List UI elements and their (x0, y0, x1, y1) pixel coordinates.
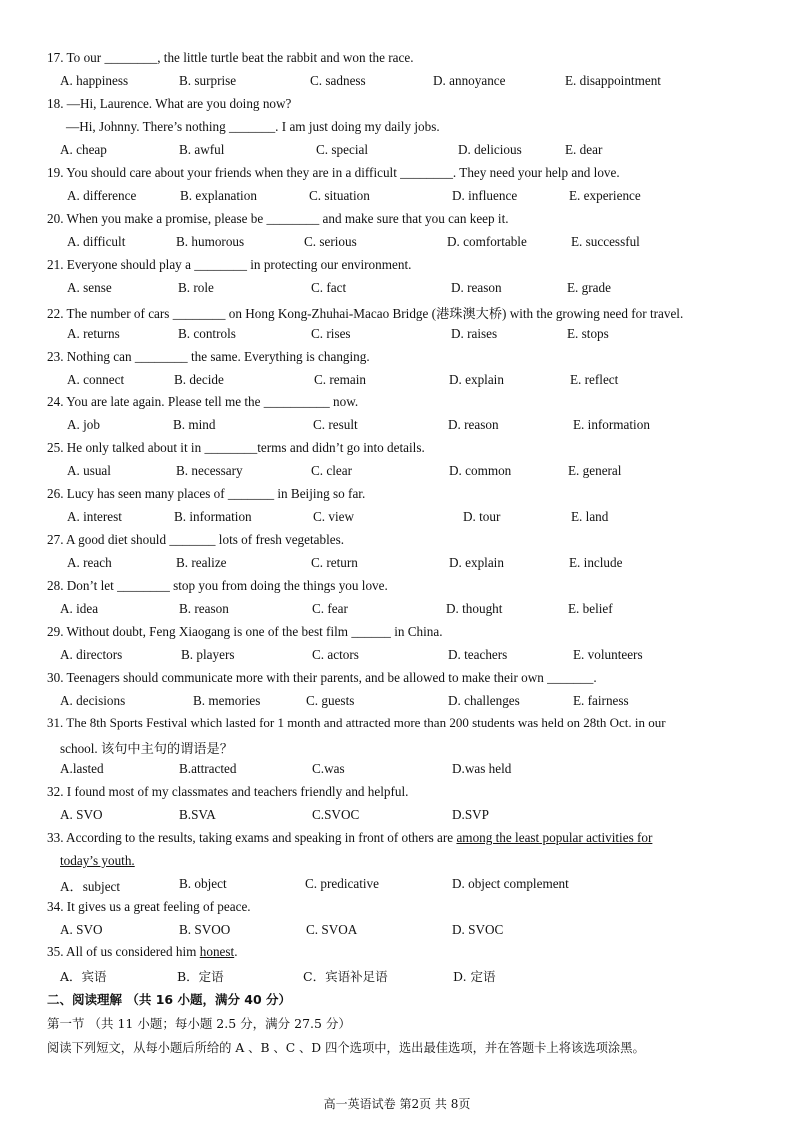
option-d: D. challenges (448, 693, 520, 708)
option-a: A. difference (67, 188, 137, 203)
option-c: C. sadness (310, 73, 366, 88)
option-d: D. raises (451, 326, 498, 341)
question-stem: 32. I found most of my classmates and teachers friendly and helpful. (47, 784, 409, 799)
option-e: E. belief (568, 601, 613, 616)
section-instruction: 阅读下列短文，从每小题后所给的 A 、B 、C 、D 四个选项中，选出最佳选项，并在答题卡上将该选项涂黑。 (47, 1041, 645, 1055)
option-b: B. mind (173, 417, 216, 432)
question-31-cont: school. 该句中主句的谓语是？ (60, 741, 233, 756)
option-d: D. explain (449, 555, 504, 570)
question-stem: 21. Everyone should play a ________ in protecting our environment. (47, 257, 412, 272)
option-d: D. common (449, 463, 512, 478)
option-a: A. directors (60, 647, 123, 662)
option-b: B. role (178, 280, 214, 295)
option-e: E. stops (567, 326, 609, 341)
option-d: D. reason (451, 280, 502, 295)
option-a: A. reach (67, 555, 112, 570)
option-d: D. tour (463, 509, 501, 524)
question-18 (47, 96, 291, 112)
option-e: E. experience (569, 188, 641, 203)
option-a: A. connect (67, 372, 125, 387)
option-b: B. surprise (179, 73, 237, 88)
option-e: E. disappointment (565, 73, 661, 88)
question-28 (47, 578, 388, 594)
question-stem: 25. He only talked about it in ________terms and didn’t go into details. (47, 440, 425, 455)
question-31 (47, 715, 666, 731)
options-23 (67, 372, 767, 390)
option-d: D. object complement (452, 876, 569, 891)
option-c: C. actors (312, 647, 359, 662)
question-18-reply: —Hi, Johnny. There’s nothing _______. I am just doing my daily jobs. (66, 119, 440, 134)
question-26 (47, 486, 365, 502)
options-20 (67, 234, 767, 252)
question-20 (47, 211, 509, 227)
option-d: D. reason (448, 417, 499, 432)
question-stem: 19. You should care about your friends when they are in a difficult ________. They need your help and love. (47, 165, 620, 180)
question-17 (47, 50, 414, 66)
question-stem: 17. To our ________, the little turtle beat the rabbit and won the race. (47, 50, 414, 65)
option-b: B.SVA (179, 807, 216, 822)
option-a: A. idea (60, 601, 99, 616)
options-28 (60, 601, 760, 619)
option-c: C. rises (311, 326, 351, 341)
question-stem: 18. —Hi, Laurence. What are you doing now? (47, 96, 292, 111)
option-c: C. clear (311, 463, 353, 478)
options-17 (60, 73, 760, 91)
question-33 (47, 830, 652, 846)
page-footer: 高一英语试卷 第2页 共 8页 (323, 1097, 471, 1111)
option-a: A. returns (67, 326, 120, 341)
option-c: C. fact (311, 280, 347, 295)
option-e: E. information (573, 417, 650, 432)
options-35 (60, 967, 760, 985)
options-21 (67, 280, 767, 298)
question-33-cont: today’s youth. (60, 853, 135, 868)
question-22 (47, 303, 683, 322)
option-b: B. information (174, 509, 252, 524)
options-32 (60, 807, 760, 825)
option-b: B. necessary (176, 463, 243, 478)
option-b: B. reason (179, 601, 229, 616)
option-c: C. situation (309, 188, 370, 203)
option-b: B. object (179, 876, 227, 891)
option-c: C. SVOA (306, 922, 358, 937)
option-c: C. predicative (305, 876, 379, 891)
question-stem: 29. Without doubt, Feng Xiaogang is one of the best film ______ in China. (47, 624, 443, 639)
question-32 (47, 784, 408, 800)
stem-period: . (234, 944, 238, 959)
option-a: A. difficult (67, 234, 126, 249)
options-27 (67, 555, 767, 573)
question-stem: 23. Nothing can ________ the same. Everything is changing. (47, 349, 370, 364)
option-d: D. annoyance (433, 73, 506, 88)
option-a: A. job (67, 417, 100, 432)
question-23 (47, 349, 370, 365)
options-33 (60, 876, 760, 894)
option-e: E. dear (565, 142, 603, 157)
option-d: D.SVP (452, 807, 490, 822)
option-d: D. SVOC (452, 922, 504, 937)
options-22 (67, 326, 767, 344)
option-c: C. return (311, 555, 358, 570)
question-21 (47, 257, 411, 273)
question-29 (47, 624, 443, 640)
option-b: B. memories (193, 693, 261, 708)
option-e: E. grade (567, 280, 611, 295)
question-34 (47, 899, 251, 915)
option-a: A. happiness (60, 73, 129, 88)
option-d: D. comfortable (447, 234, 527, 249)
option-a: A. interest (67, 509, 122, 524)
option-a: A. usual (67, 463, 111, 478)
options-29 (60, 647, 760, 665)
option-c: C.was (312, 761, 345, 776)
option-b: B. decide (174, 372, 224, 387)
option-a: A. SVO (60, 807, 103, 822)
option-d: D. delicious (458, 142, 522, 157)
option-a: A．subject (60, 879, 121, 894)
option-c: C.SVOC (312, 807, 360, 822)
options-26 (67, 509, 767, 527)
question-stem: 33. According to the results, taking exams and speaking in front of others are (47, 830, 457, 845)
option-c: C. result (313, 417, 358, 432)
option-b: B. realize (176, 555, 227, 570)
option-d: D. 定语 (453, 969, 496, 984)
option-d: D. teachers (448, 647, 508, 662)
option-b: B.attracted (179, 761, 237, 776)
question-stem: 28. Don’t let ________ stop you from doing the things you love. (47, 578, 388, 593)
option-e: E. land (571, 509, 609, 524)
options-31 (60, 761, 760, 779)
option-e: E. include (569, 555, 623, 570)
option-a: A．宾语 (60, 969, 107, 984)
question-30 (47, 670, 597, 686)
option-d: D. influence (452, 188, 518, 203)
question-24 (47, 394, 358, 410)
option-e: E. general (568, 463, 622, 478)
option-a: A. cheap (60, 142, 107, 157)
option-a: A. SVO (60, 922, 103, 937)
options-30 (60, 693, 760, 711)
options-24 (67, 417, 767, 435)
question-stem: 20. When you make a promise, please be ________ and make sure that you can keep it. (47, 211, 509, 226)
option-e: E. volunteers (573, 647, 643, 662)
option-b: B. players (181, 647, 235, 662)
option-e: E. fairness (573, 693, 629, 708)
underlined-word: honest (199, 944, 235, 959)
question-35 (47, 944, 237, 960)
options-25 (67, 463, 767, 481)
option-c: C．宾语补足语 (303, 969, 388, 984)
options-18 (60, 142, 760, 160)
question-stem: 22. The number of cars ________ on Hong Kong-Zhuhai-Macao Bridge (港珠澳大桥) with the growing need for travel. (47, 306, 684, 321)
option-c: C. remain (314, 372, 367, 387)
option-b: B. awful (179, 142, 225, 157)
option-d: D.was held (452, 761, 512, 776)
option-a: A. decisions (60, 693, 126, 708)
underlined-phrase: among the least popular activities for (456, 830, 653, 845)
section-heading: 二、阅读理解 （共 16 小题，满分 40 分） (47, 992, 292, 1007)
question-stem: 34. It gives us a great feeling of peace. (47, 899, 251, 914)
option-b: B. controls (178, 326, 236, 341)
option-e: E. successful (571, 234, 640, 249)
options-34 (60, 922, 760, 940)
question-stem: 24. You are late again. Please tell me the __________ now. (47, 394, 359, 409)
question-25 (47, 440, 425, 456)
option-c: C. view (313, 509, 355, 524)
option-c: C. serious (304, 234, 357, 249)
question-stem: 27. A good diet should _______ lots of fresh vegetables. (47, 532, 345, 547)
option-c: C. fear (312, 601, 348, 616)
option-e: E. reflect (570, 372, 619, 387)
option-b: B. explanation (180, 188, 257, 203)
question-stem: 26. Lucy has seen many places of _______ in Beijing so far. (47, 486, 366, 501)
option-c: C. guests (306, 693, 355, 708)
option-b: B．定语 (177, 969, 224, 984)
section-part-1: 第一节 （共 11 小题；每小题 2.5 分，满分 27.5 分） (47, 1016, 351, 1031)
question-stem: 31. The 8th Sports Festival which lasted for 1 month and attracted more than 200 students was held on 28th Oct. in our (47, 715, 666, 730)
option-c: C. special (316, 142, 369, 157)
question-stem: 30. Teenagers should communicate more with their parents, and be allowed to make their own _______. (47, 670, 597, 685)
option-d: D. explain (449, 372, 504, 387)
option-a: A. sense (67, 280, 112, 295)
question-27 (47, 532, 344, 548)
question-stem: 35. All of us considered him (47, 944, 200, 959)
question-19 (47, 165, 620, 181)
options-19 (67, 188, 767, 206)
option-b: B. humorous (176, 234, 245, 249)
option-d: D. thought (446, 601, 503, 616)
option-b: B. SVOO (179, 922, 231, 937)
option-a: A.lasted (60, 761, 104, 776)
